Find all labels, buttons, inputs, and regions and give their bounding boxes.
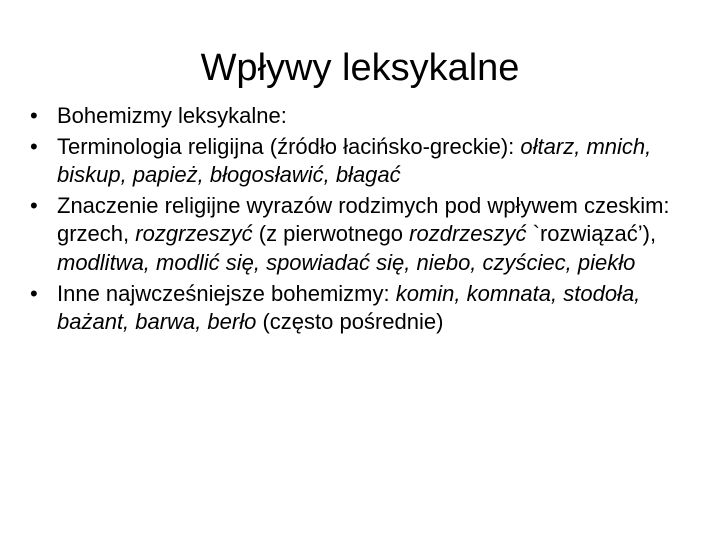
- bullet-text: (z pierwotnego: [252, 221, 410, 247]
- bullet-text: Terminologia religijna (źródło łacińsko-greckie):: [57, 133, 521, 159]
- bullet-text-italic: rozgrzeszyć: [135, 221, 253, 247]
- bullet-text-italic: modlitwa, modlić się, spowiadać się, niebo, czyściec, piekło: [57, 249, 636, 275]
- bullet-item: [30, 192, 680, 278]
- bullet-text: (często pośrednie): [256, 309, 444, 335]
- bullet-text: Bohemizmy leksykalne:: [57, 103, 287, 128]
- bullet-marker: •: [30, 192, 38, 218]
- bullet-text: Inne najwcześniejsze bohemizmy:: [57, 280, 396, 306]
- bullet-marker: •: [30, 103, 38, 128]
- bullet-text-italic: ołtarz, mnich, biskup, papież, błogosławić, błagać: [57, 133, 652, 188]
- bullet-list: [30, 102, 680, 339]
- bullet-marker: •: [30, 280, 38, 306]
- bullet-item: [30, 102, 680, 131]
- bullet-item: [30, 133, 680, 190]
- bullet-text-italic: rozdrzeszyć: [409, 221, 527, 247]
- bullet-text: `rozwiązać’),: [526, 221, 657, 247]
- bullet-text-italic: komin, komnata, stodoła, bażant, barwa, berło: [57, 280, 641, 335]
- bullet-marker: •: [30, 133, 38, 159]
- bullet-item: [30, 280, 680, 337]
- bullet-text: Znaczenie religijne wyrazów rodzimych pod wpływem czeskim: grzech,: [57, 192, 670, 247]
- slide-title: Wpływy leksykalne: [200, 47, 520, 89]
